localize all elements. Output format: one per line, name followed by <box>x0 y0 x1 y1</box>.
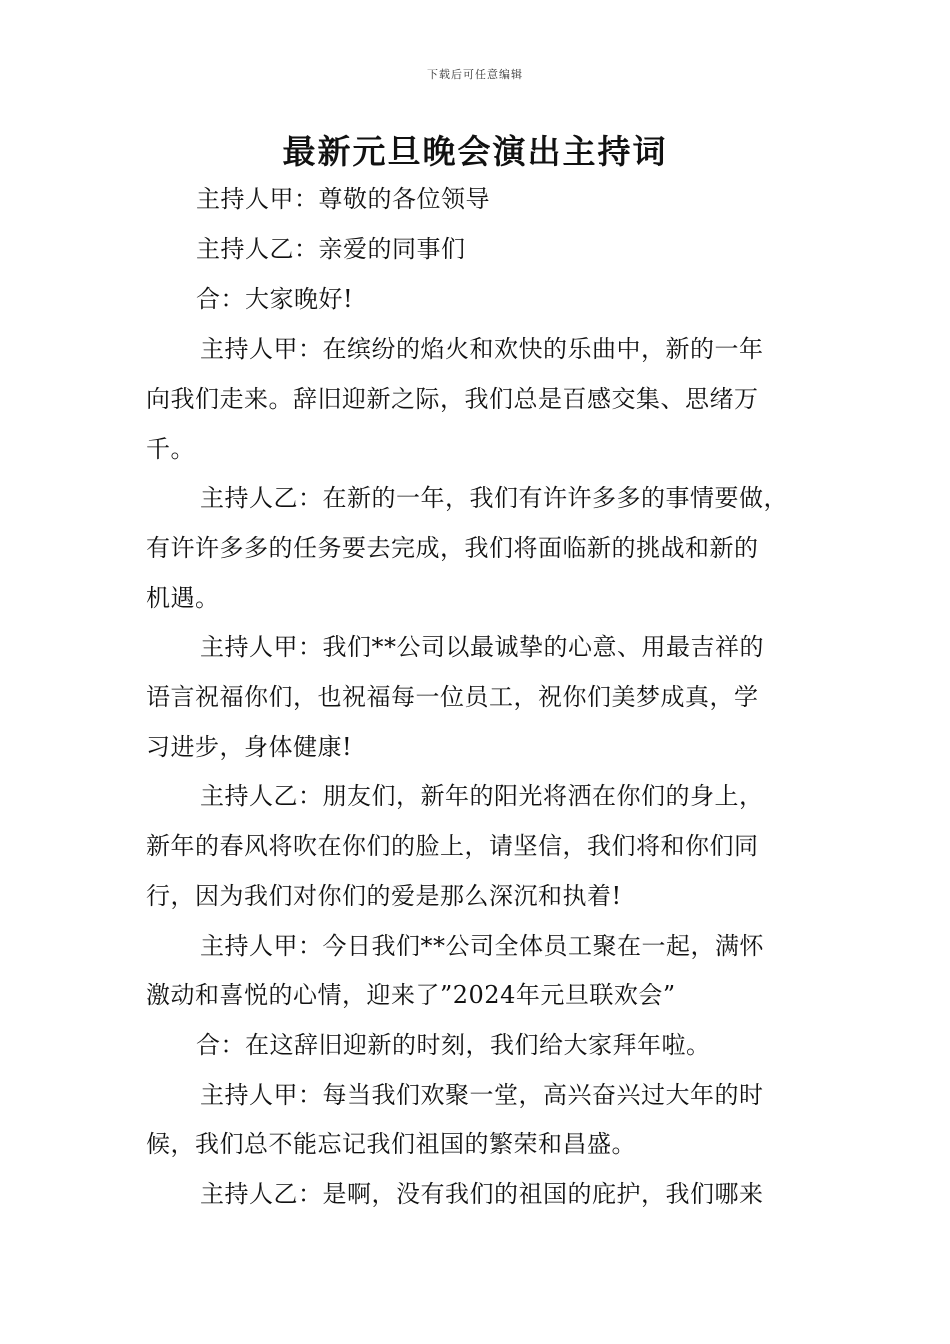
script-line: 主持人甲：今日我们**公司全体员工聚在一起，满怀 <box>200 932 764 960</box>
script-line: 向我们走来。辞旧迎新之际，我们总是百感交集、思绪万 <box>146 385 759 413</box>
script-line: 合：大家晚好! <box>196 285 354 313</box>
script-line: 主持人甲：在缤纷的焰火和欢快的乐曲中，新的一年 <box>200 335 764 363</box>
script-line: 候，我们总不能忘记我们祖国的繁荣和昌盛。 <box>146 1130 636 1158</box>
script-line: 行，因为我们对你们的爱是那么深沉和执着! <box>146 882 622 910</box>
script-line: 主持人甲：每当我们欢聚一堂，高兴奋兴过大年的时 <box>200 1081 764 1109</box>
script-line: 主持人乙：在新的一年，我们有许许多多的事情要做， <box>200 484 788 512</box>
script-line: 合：在这辞旧迎新的时刻，我们给大家拜年啦。 <box>196 1031 711 1059</box>
document-title: 最新元旦晚会演出主持词 <box>282 132 668 171</box>
script-line: 语言祝福你们，也祝福每一位员工，祝你们美梦成真，学 <box>146 683 759 711</box>
script-line: 主持人乙：朋友们，新年的阳光将洒在你们的身上， <box>200 782 764 810</box>
script-line: 新年的春风将吹在你们的脸上，请坚信，我们将和你们同 <box>146 832 759 860</box>
script-line: 千。 <box>146 435 195 463</box>
script-line: 机遇。 <box>146 584 220 612</box>
script-line: 主持人乙：是啊，没有我们的祖国的庇护，我们哪来 <box>200 1180 764 1208</box>
header-note: 下载后可任意编辑 <box>427 68 523 81</box>
script-line: 主持人乙：亲爱的同事们 <box>196 235 466 263</box>
script-line: 有许许多多的任务要去完成，我们将面临新的挑战和新的 <box>146 534 759 562</box>
script-line: 主持人甲：尊敬的各位领导 <box>196 185 490 213</box>
script-line: 主持人甲：我们**公司以最诚挚的心意、用最吉祥的 <box>200 633 764 661</box>
script-line: 激动和喜悦的心情，迎来了”2024年元旦联欢会” <box>146 981 676 1009</box>
script-line: 习进步，身体健康! <box>146 733 353 761</box>
